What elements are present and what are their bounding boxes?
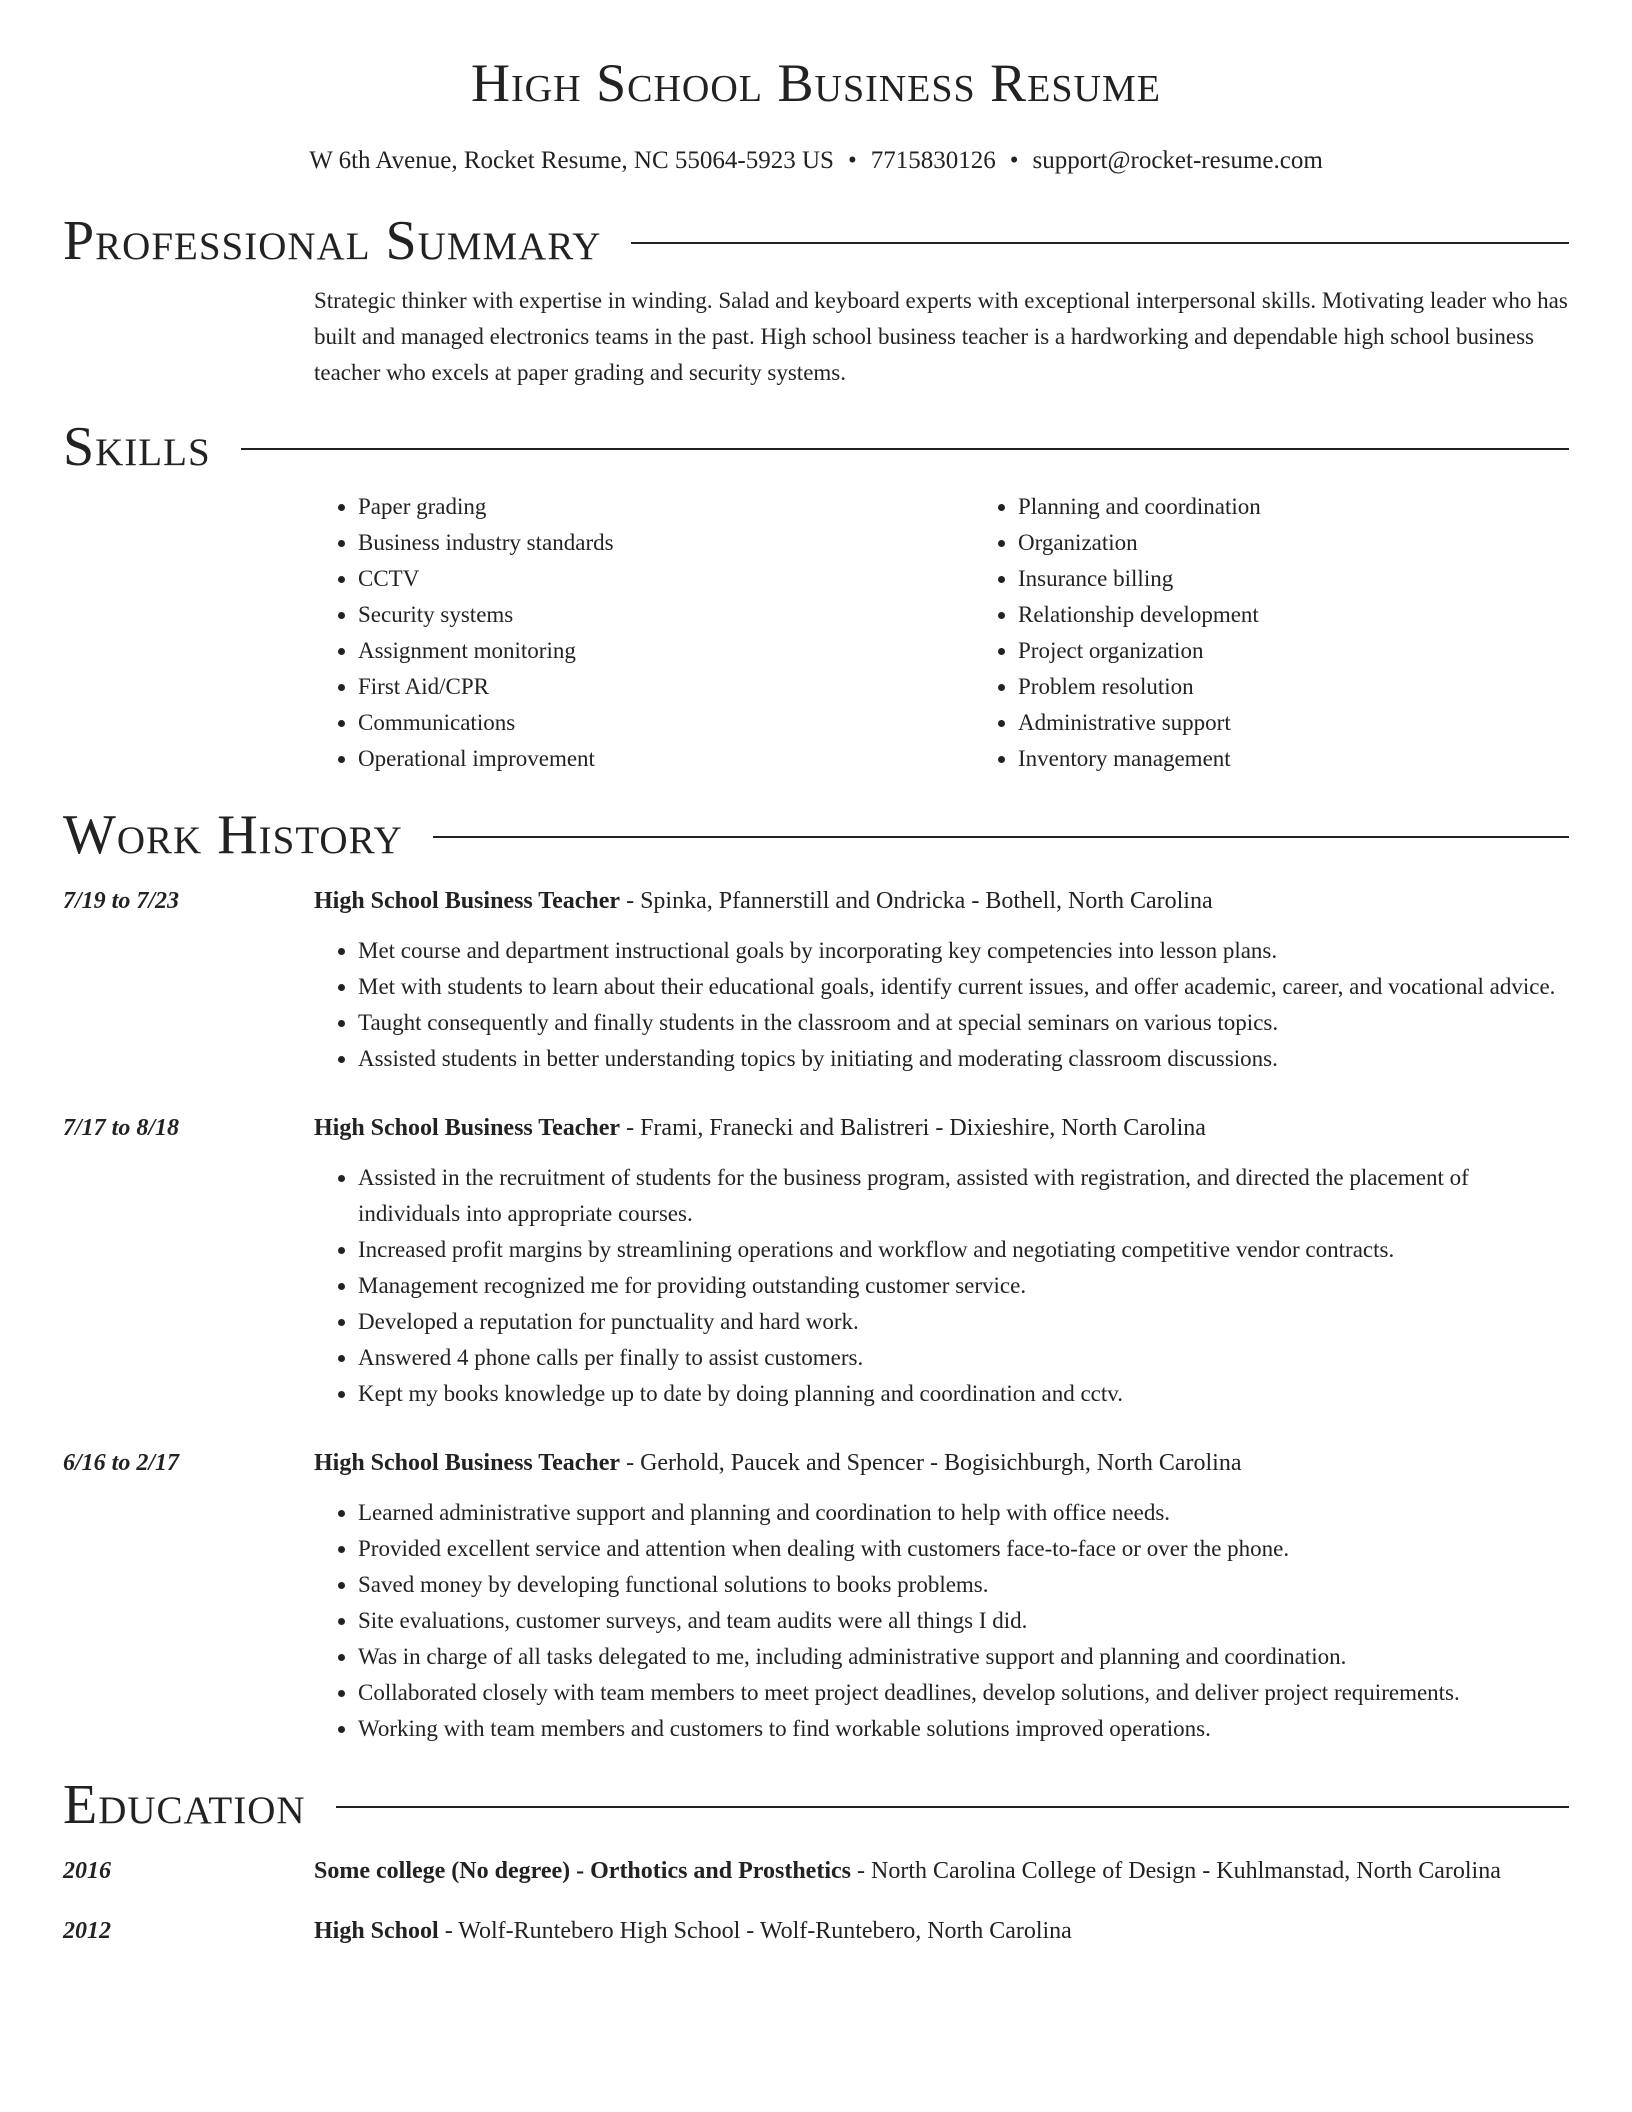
contact-line	[63, 148, 1569, 173]
contact-separator: •	[847, 147, 857, 174]
section-divider	[631, 242, 1569, 244]
skill-item: • Inventory management	[1018, 741, 1261, 777]
summary-text: Strategic thinker with expertise in winding. Salad and keyboard experts with exceptional interpersonal skills. Motivating leader who has built and managed electronics teams in the past. High school business teacher is a hardworking and dependable high school business teacher who excels at paper grading and security systems.	[314, 288, 1568, 385]
education-degree: High School	[314, 1918, 439, 1944]
skill-item: • Communications	[358, 705, 976, 741]
job-duty: • Kept my books knowledge up to date by doing planning and coordination and cctv.	[358, 1376, 1569, 1412]
job-title: High School Business Teacher	[314, 1450, 621, 1476]
job-duty: • Assisted in the recruitment of students for the business program, assisted with registration, and directed the placement of individuals into appropriate courses.	[358, 1160, 1569, 1232]
job-duty: • Management recognized me for providing outstanding customer service.	[358, 1268, 1569, 1304]
job-duty: • Saved money by developing functional solutions to books problems.	[358, 1567, 1569, 1603]
job-duty: • Answered 4 phone calls per finally to assist customers.	[358, 1340, 1569, 1376]
job-heading	[314, 1445, 1569, 1481]
job-heading	[314, 883, 1569, 919]
contact-email: support@rocket-resume.com	[1032, 147, 1323, 174]
job-duties	[314, 1160, 1569, 1412]
skill-item: • Relationship development	[1018, 597, 1261, 633]
education-entry	[63, 1851, 1569, 1891]
contact-address: W 6th Avenue, Rocket Resume, NC 55064-5923 US	[309, 147, 834, 174]
summary-heading: Professional Summary	[63, 210, 602, 272]
job-employer: - Gerhold, Paucek and Spencer - Bogisichburgh, North Carolina	[620, 1450, 1242, 1476]
job-entry	[63, 1110, 1569, 1412]
job-duty: • Increased profit margins by streamlining operations and workflow and negotiating competitive vendor contracts.	[358, 1232, 1569, 1268]
job-employer: - Spinka, Pfannerstill and Ondricka - Bothell, North Carolina	[620, 888, 1213, 914]
resume-title: High School Business Resume	[471, 53, 1161, 113]
section-divider	[433, 836, 1569, 838]
education-details	[314, 1851, 1569, 1891]
skill-item: • Insurance billing	[1018, 561, 1261, 597]
skill-item: • Operational improvement	[358, 741, 976, 777]
job-duty: • Provided excellent service and attention when dealing with customers face-to-face or over the phone.	[358, 1531, 1569, 1567]
section-divider	[241, 448, 1569, 450]
skill-item: • Business industry standards	[358, 525, 976, 561]
job-duty: • Taught consequently and finally students in the classroom and at special seminars on various topics.	[358, 1005, 1569, 1041]
skill-item: • Problem resolution	[1018, 669, 1261, 705]
contact-separator: •	[1009, 147, 1019, 174]
skill-item: • Assignment monitoring	[358, 633, 976, 669]
education-details	[314, 1911, 1569, 1951]
education-school: - Wolf-Runtebero High School - Wolf-Runtebero, North Carolina	[438, 1918, 1072, 1944]
job-duty: • Site evaluations, customer surveys, and team audits were all things I did.	[358, 1603, 1569, 1639]
education-section-header	[63, 1774, 1569, 1836]
education-school: - North Carolina College of Design - Kuhlmanstad, North Carolina	[851, 1858, 1501, 1884]
job-duties	[314, 933, 1569, 1077]
contact-phone: 7715830126	[870, 147, 996, 174]
job-title: High School Business Teacher	[314, 888, 621, 914]
education-year: 2012	[63, 1918, 111, 1944]
job-duties	[314, 1495, 1569, 1747]
section-divider	[336, 1806, 1569, 1808]
job-dates: 7/19 to 7/23	[63, 888, 180, 914]
summary-body	[314, 283, 1569, 391]
skills-column-right	[974, 489, 1261, 777]
job-duty: • Collaborated closely with team members to meet project deadlines, develop solutions, and deliver project requirements.	[358, 1675, 1569, 1711]
skills-list	[314, 489, 1569, 777]
job-duty: • Working with team members and customers to find workable solutions improved operations.	[358, 1711, 1569, 1747]
job-duty: • Met course and department instructional goals by incorporating key competencies into lesson plans.	[358, 933, 1569, 969]
job-duty: • Developed a reputation for punctuality and hard work.	[358, 1304, 1569, 1340]
skill-item: • Project organization	[1018, 633, 1261, 669]
skills-column-left	[314, 489, 976, 777]
job-duty: • Assisted students in better understanding topics by initiating and moderating classroom discussions.	[358, 1041, 1569, 1077]
skill-item: • Organization	[1018, 525, 1261, 561]
job-employer: - Frami, Franecki and Balistreri - Dixieshire, North Carolina	[620, 1115, 1206, 1141]
job-entry	[63, 1445, 1569, 1747]
skill-item: • CCTV	[358, 561, 976, 597]
education-entry	[63, 1911, 1569, 1951]
job-duty: • Learned administrative support and planning and coordination to help with office needs.	[358, 1495, 1569, 1531]
job-heading	[314, 1110, 1569, 1146]
skills-heading: Skills	[63, 416, 211, 478]
skill-item: • First Aid/CPR	[358, 669, 976, 705]
job-duty: • Met with students to learn about their educational goals, identify current issues, and offer academic, career, and vocational advice.	[358, 969, 1569, 1005]
skill-item: • Administrative support	[1018, 705, 1261, 741]
skill-item: • Paper grading	[358, 489, 976, 525]
education-year: 2016	[63, 1858, 111, 1884]
skill-item: • Security systems	[358, 597, 976, 633]
work-section-header	[63, 804, 1569, 866]
education-degree: Some college (No degree) - Orthotics and Prosthetics	[314, 1858, 851, 1884]
job-duty: • Was in charge of all tasks delegated to me, including administrative support and planning and coordination.	[358, 1639, 1569, 1675]
work-heading: Work History	[63, 804, 403, 866]
job-dates: 7/17 to 8/18	[63, 1115, 180, 1141]
job-title: High School Business Teacher	[314, 1115, 621, 1141]
summary-section-header	[63, 210, 1569, 272]
skill-item: • Planning and coordination	[1018, 489, 1261, 525]
job-dates: 6/16 to 2/17	[63, 1450, 180, 1476]
skills-section-header	[63, 416, 1569, 478]
education-heading: Education	[63, 1774, 306, 1836]
job-entry	[63, 883, 1569, 1077]
